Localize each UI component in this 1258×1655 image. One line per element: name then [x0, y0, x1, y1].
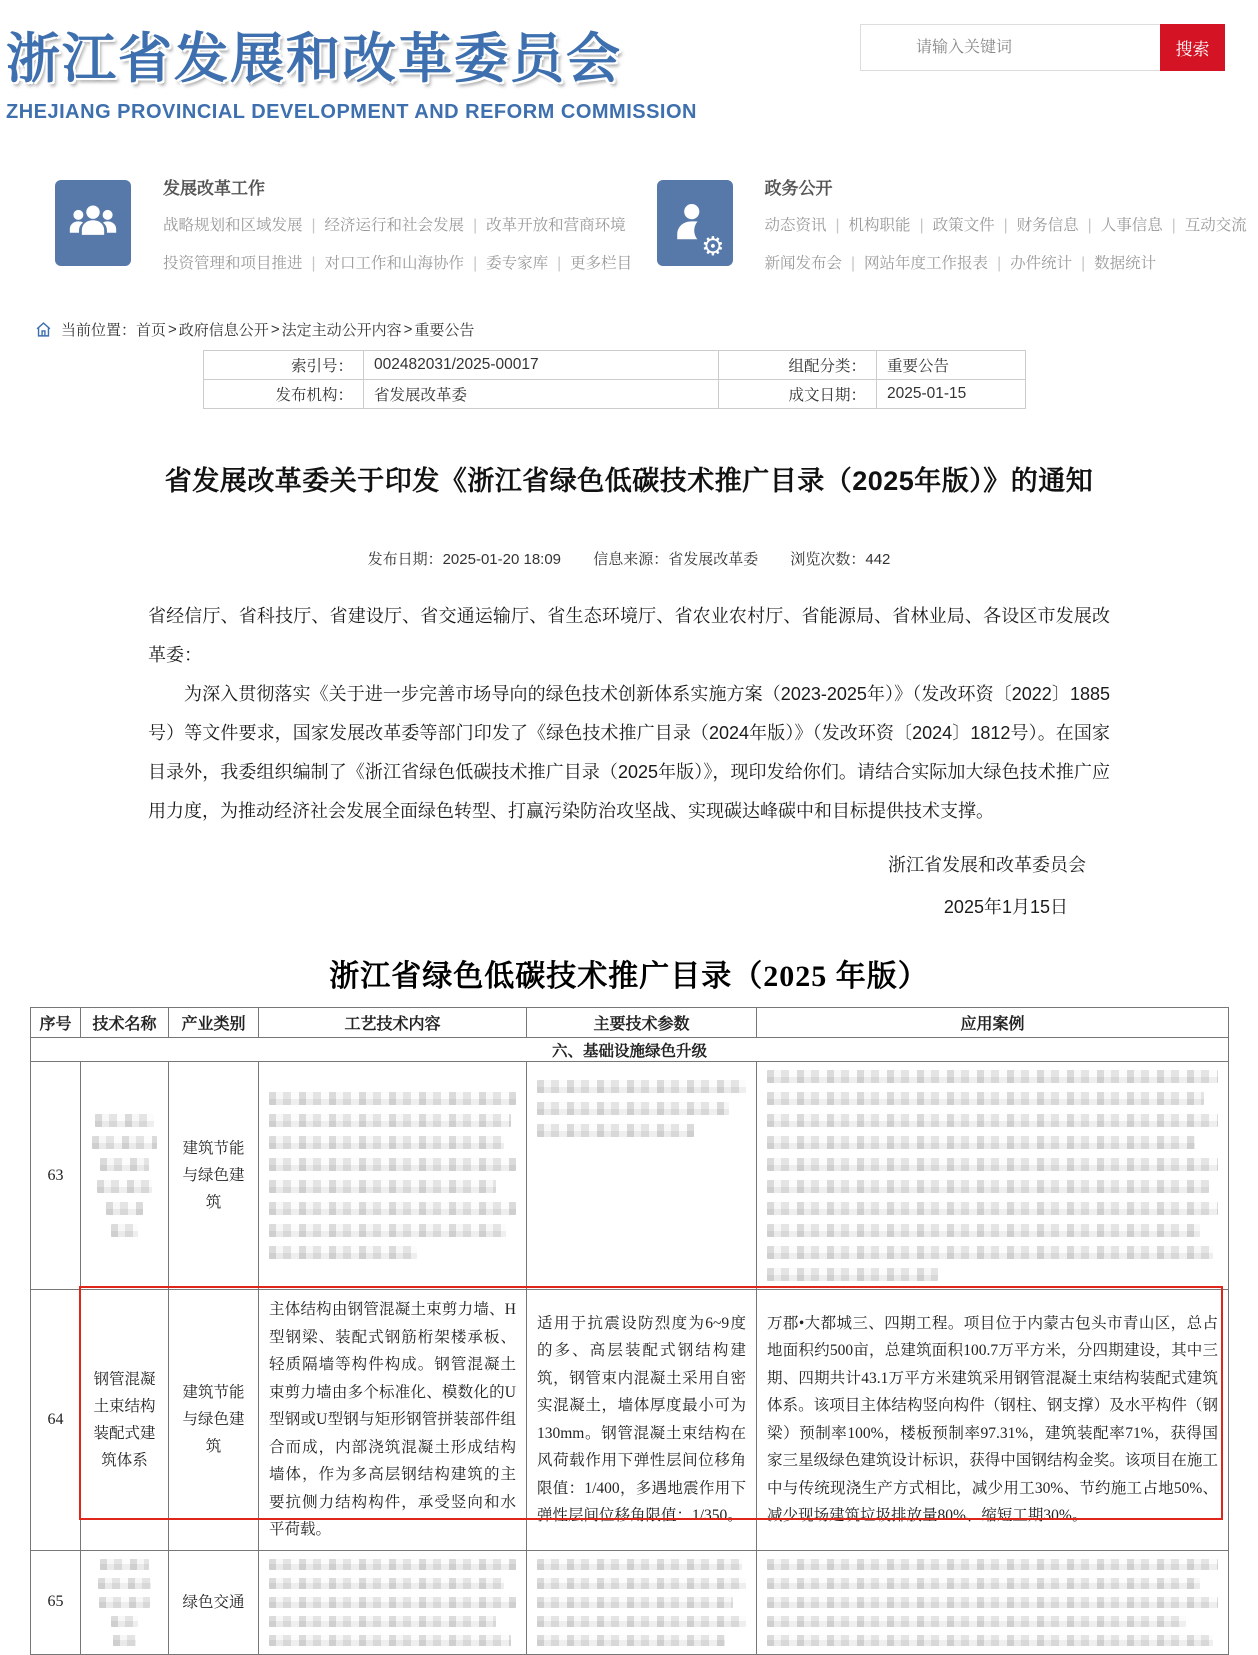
redacted-case [757, 1550, 1229, 1654]
article-body [148, 597, 1110, 831]
redacted-case [757, 1062, 1229, 1290]
people-group-icon[interactable] [55, 180, 131, 266]
nav-link[interactable]: 机构职能 [849, 217, 911, 234]
publish-date: 发布日期：2025-01-20 18:09 [368, 551, 561, 568]
col-industry: 产业类别 [169, 1008, 259, 1038]
search-bar [860, 24, 1225, 71]
gear-icon: ⚙ [701, 234, 724, 260]
redacted-tech-name [81, 1550, 169, 1654]
article-meta [0, 548, 1258, 569]
view-count: 浏览次数：442 [790, 551, 890, 568]
breadcrumb-info-disclosure[interactable]: 政府信息公开 [179, 319, 269, 340]
nav-links-row [163, 213, 632, 235]
col-process: 工艺技术内容 [259, 1008, 527, 1038]
catalog-section-row [31, 1038, 1229, 1062]
nav-link[interactable]: 互动交流 [1185, 217, 1247, 234]
signature-block [0, 845, 1258, 929]
row-number: 63 [31, 1062, 81, 1290]
site-header [0, 0, 1258, 140]
industry-category: 建筑节能与绿色建筑 [169, 1290, 259, 1551]
breadcrumb-separator: > [271, 321, 280, 338]
body-paragraph: 为深入贯彻落实《关于进一步完善市场导向的绿色技术创新体系实施方案（2023-2025年）》（发改环资〔2022〕1885号）等文件要求，国家发展改革委等部门印发了《绿色技术推广目录（2024年版）》（发改环资〔2024〕1812号）。在国家目录外，我委组织编制了《浙江省绿色低碳技术推广目录（2025年版）》，现印发给你们。请结合实际加大绿色技术推广应用力度，为推动经济社会发展全面绿色转型、打赢污染防治攻坚战、实现碳达峰碳中和目标提供技术支撑。 [148, 675, 1110, 831]
catalog-header-row [31, 1008, 1229, 1038]
home-icon[interactable] [35, 321, 52, 338]
breadcrumb-important-notices[interactable]: 重要公告 [414, 319, 474, 340]
nav-block-government-disclosure [657, 166, 1258, 289]
page-title: 省发展改革委关于印发《浙江省绿色低碳技术推广目录（2025年版）》的通知 [80, 459, 1178, 498]
people-group-glyph [67, 197, 119, 249]
nav-link[interactable]: 新闻发布会 [765, 255, 843, 272]
issuing-agency-value: 省发展改革委 [364, 380, 719, 409]
category-label: 组配分类： [719, 351, 877, 380]
nav-section-title[interactable]: 政务公开 [765, 174, 1247, 199]
nav-link[interactable]: 数据统计 [1094, 255, 1156, 272]
section-header: 六、基础设施绿色升级 [31, 1038, 1229, 1062]
technical-parameters: 适用于抗震设防烈度为6~9度的多、高层装配式钢结构建筑，钢管束内混凝土采用自密实混凝土，墙体厚度最小可为130mm。钢管混凝土束结构在风荷载作用下弹性层间位移角限值：1/400，多遇地震作用下弹性层间位移角限值：1/350。 [527, 1290, 757, 1551]
table-row-63 [31, 1062, 1229, 1290]
breadcrumb-separator: > [404, 321, 413, 338]
search-input[interactable] [860, 24, 1160, 71]
issue-date-value: 2025-01-15 [877, 380, 1026, 409]
issue-date-label: 成文日期： [719, 380, 877, 409]
nav-link[interactable]: 经济运行和社会发展 [325, 217, 465, 234]
breadcrumb [35, 319, 1258, 340]
nav-link[interactable]: 委专家库 [486, 255, 548, 272]
meta-row [204, 351, 1026, 380]
divider: | [473, 217, 477, 234]
nav-link[interactable]: 动态资讯 [765, 217, 827, 234]
row-number: 64 [31, 1290, 81, 1551]
site-logo-chinese: 浙江省发展和改革委员会 [6, 16, 1258, 93]
document-meta-table [203, 350, 1026, 409]
site-logo-english: ZHEJIANG PROVINCIAL DEVELOPMENT AND REFORM COMMISSION [6, 101, 1258, 124]
redacted-params [527, 1062, 757, 1290]
nav-links-row [163, 251, 632, 273]
nav-link[interactable]: 更多栏目 [570, 255, 632, 272]
nav-section-title[interactable]: 发展改革工作 [163, 174, 632, 199]
breadcrumb-statutory-content[interactable]: 法定主动公开内容 [282, 319, 402, 340]
nav-link[interactable]: 投资管理和项目推进 [163, 255, 303, 272]
nav-strip [55, 166, 1258, 289]
signature-organization: 浙江省发展和改革委员会 [0, 845, 1258, 885]
issuing-agency-label: 发布机构： [204, 380, 364, 409]
divider: | [312, 255, 316, 272]
nav-link[interactable]: 网站年度工作报表 [864, 255, 988, 272]
search-button[interactable]: 搜索 [1160, 24, 1225, 71]
industry-category: 建筑节能与绿色建筑 [169, 1062, 259, 1290]
col-tech-name: 技术名称 [81, 1008, 169, 1038]
index-number-label: 索引号： [204, 351, 364, 380]
divider: | [920, 217, 924, 234]
nav-link[interactable]: 战略规划和区域发展 [163, 217, 303, 234]
table-row-64 [31, 1290, 1229, 1551]
nav-link[interactable]: 对口工作和山海协作 [325, 255, 465, 272]
nav-link[interactable]: 人事信息 [1101, 217, 1163, 234]
nav-link[interactable]: 政策文件 [933, 217, 995, 234]
application-case: 万郡•大都城三、四期工程。项目位于内蒙古包头市青山区，总占地面积约500亩，总建筑面积100.7万平方米，分四期建设，其中三期、四期共计43.1万平方米建筑采用钢管混凝土束结构装配式建筑体系。该项目主体结构竖向构件（钢柱、钢支撑）及水平构件（钢梁）预制率100%，楼板预制率97.31%，建筑装配率71%，获得国家三星级绿色建筑设计标识，获得中国钢结构金奖。该项目在施工中与传统现浇生产方式相比，减少用工30%、节约施工占地50%、减少现场建筑垃圾排放量80%、缩短工期30%。 [757, 1290, 1229, 1551]
breadcrumb-label: 当前位置： [61, 319, 136, 340]
catalog-table [30, 1007, 1229, 1655]
index-number-value: 002482031/2025-00017 [364, 351, 719, 380]
divider: | [1004, 217, 1008, 234]
table-row-65 [31, 1550, 1229, 1654]
row-number: 65 [31, 1550, 81, 1654]
redacted-tech-name [81, 1062, 169, 1290]
divider: | [851, 255, 855, 272]
nav-links-row [765, 213, 1247, 235]
breadcrumb-home[interactable]: 首页 [136, 319, 166, 340]
redacted-process [259, 1550, 527, 1654]
salutation-paragraph: 省经信厅、省科技厅、省建设厅、省交通运输厅、省生态环境厅、省农业农村厅、省能源局、省林业局、各设区市发展改革委： [148, 597, 1110, 675]
divider: | [557, 255, 561, 272]
col-serial: 序号 [31, 1008, 81, 1038]
divider: | [836, 217, 840, 234]
meta-row [204, 380, 1026, 409]
category-value: 重要公告 [877, 351, 1026, 380]
divider: | [312, 217, 316, 234]
nav-block-development-reform [55, 166, 657, 289]
divider: | [997, 255, 1001, 272]
info-source: 信息来源：省发展改革委 [593, 551, 758, 568]
redacted-params [527, 1550, 757, 1654]
col-cases: 应用案例 [757, 1008, 1229, 1038]
nav-link[interactable]: 财务信息 [1017, 217, 1079, 234]
tech-name: 钢管混凝土束结构装配式建筑体系 [81, 1290, 169, 1551]
process-description: 主体结构由钢管混凝土束剪力墙、H型钢梁、装配式钢筋桁架楼承板、轻质隔墙等构件构成。钢管混凝土束剪力墙由多个标准化、模数化的U型钢或U型钢与矩形钢管拼装部件组合而成，内部浇筑混凝土形成结构墙体，作为多高层钢结构建筑的主要抗侧力结构构件，承受竖向和水平荷载。 [259, 1290, 527, 1551]
nav-link[interactable]: 改革开放和营商环境 [486, 217, 626, 234]
catalog-table-wrap [30, 1007, 1228, 1655]
nav-link[interactable]: 办件统计 [1010, 255, 1072, 272]
col-params: 主要技术参数 [527, 1008, 757, 1038]
catalog-title: 浙江省绿色低碳技术推广目录（2025 年版） [0, 951, 1258, 995]
person-gear-icon[interactable] [657, 180, 733, 266]
divider: | [1172, 217, 1176, 234]
redacted-process [259, 1062, 527, 1290]
breadcrumb-separator: > [168, 321, 177, 338]
industry-category: 绿色交通 [169, 1550, 259, 1654]
nav-links-row [765, 251, 1247, 273]
divider: | [1088, 217, 1092, 234]
divider: | [1081, 255, 1085, 272]
signature-date: 2025年1月15日 [0, 885, 1258, 929]
divider: | [473, 255, 477, 272]
